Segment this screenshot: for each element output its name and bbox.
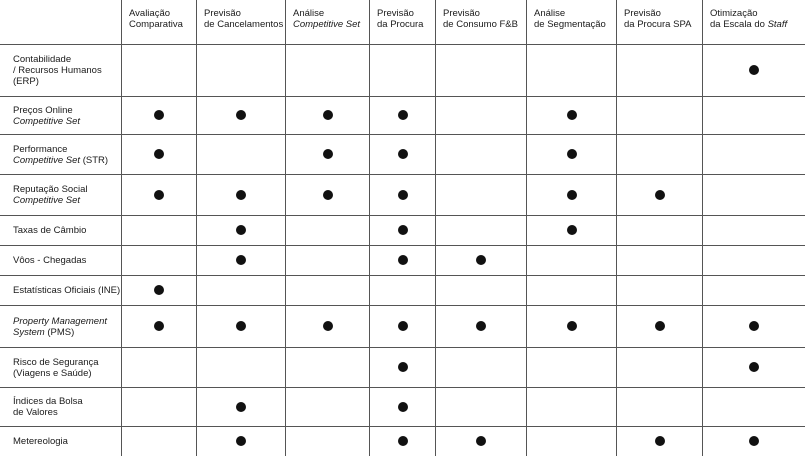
bullet-icon (154, 321, 164, 331)
bullet-icon (398, 402, 408, 412)
matrix-cell (370, 388, 436, 427)
bullet-icon (236, 190, 246, 200)
bullet-icon (398, 190, 408, 200)
matrix-cell (436, 348, 527, 388)
matrix-cell (370, 246, 436, 276)
column-header (617, 1, 703, 45)
bullet-icon (567, 110, 577, 120)
row-label-line: Competitive Set (STR) (13, 155, 121, 166)
matrix-cell (370, 276, 436, 306)
table-row (1, 427, 805, 457)
matrix-cell (286, 246, 370, 276)
bullet-icon (323, 190, 333, 200)
row-label-suffix: (PMS) (45, 327, 75, 338)
row-label (1, 97, 122, 135)
column-header-line: Otimização (710, 8, 805, 19)
row-label (1, 348, 122, 388)
table-row (1, 246, 805, 276)
table-row (1, 135, 805, 175)
matrix-cell (370, 348, 436, 388)
table-row (1, 216, 805, 246)
bullet-icon (476, 321, 486, 331)
matrix-cell (122, 135, 197, 175)
matrix-cell (370, 306, 436, 348)
bullet-icon (749, 321, 759, 331)
matrix-cell (617, 175, 703, 216)
matrix-cell (527, 216, 617, 246)
bullet-icon (154, 190, 164, 200)
row-label-line: (Viagens e Saúde) (13, 368, 121, 379)
row-label (1, 246, 122, 276)
column-header-line: Análise (293, 8, 369, 19)
matrix-cell (122, 427, 197, 457)
matrix-cell (527, 45, 617, 97)
row-label-line: Estatísticas Oficiais (INE) (13, 285, 121, 296)
row-label (1, 388, 122, 427)
column-header-line: da Escala do Staff (710, 19, 805, 30)
table-row (1, 348, 805, 388)
row-label-line: Property Management (13, 316, 121, 327)
matrix-cell (122, 246, 197, 276)
row-label (1, 306, 122, 348)
matrix-cell (436, 135, 527, 175)
matrix-cell (617, 246, 703, 276)
matrix-cell (703, 306, 805, 348)
bullet-icon (476, 255, 486, 265)
matrix-cell (122, 97, 197, 135)
matrix-cell (122, 388, 197, 427)
column-header-line: Competitive Set (293, 19, 369, 30)
matrix-cell (286, 306, 370, 348)
row-label-line: System (PMS) (13, 327, 121, 338)
matrix-cell (286, 216, 370, 246)
matrix-cell (370, 175, 436, 216)
row-label-line: (ERP) (13, 76, 121, 87)
column-header-line: de Consumo F&B (443, 19, 526, 30)
row-label-line: Reputação Social (13, 184, 121, 195)
matrix-cell (197, 175, 286, 216)
row-label-suffix: (STR) (80, 155, 108, 166)
corner-cell (1, 1, 122, 45)
bullet-icon (398, 225, 408, 235)
column-header (436, 1, 527, 45)
matrix-cell (286, 135, 370, 175)
matrix-cell (286, 348, 370, 388)
matrix-cell (703, 45, 805, 97)
matrix-cell (197, 216, 286, 246)
column-header-line: da Procura (377, 19, 435, 30)
row-label (1, 45, 122, 97)
matrix-cell (436, 276, 527, 306)
matrix-cell (617, 348, 703, 388)
matrix-cell (122, 348, 197, 388)
matrix-cell (197, 45, 286, 97)
matrix-cell (436, 97, 527, 135)
column-header-line: Análise (534, 8, 616, 19)
bullet-icon (236, 225, 246, 235)
row-label-line: Taxas de Câmbio (13, 225, 121, 236)
matrix-cell (617, 97, 703, 135)
bullet-icon (398, 255, 408, 265)
table-row (1, 276, 805, 306)
matrix-cell (703, 97, 805, 135)
matrix-cell (436, 216, 527, 246)
bullet-icon (236, 255, 246, 265)
row-label-line: Preços Online (13, 105, 121, 116)
matrix-cell (703, 276, 805, 306)
matrix-cell (370, 97, 436, 135)
row-label-line: Contabilidade (13, 54, 121, 65)
column-header-line: da Procura SPA (624, 19, 702, 30)
matrix-cell (197, 388, 286, 427)
row-label (1, 175, 122, 216)
matrix-cell (617, 45, 703, 97)
column-header-line: de Segmentação (534, 19, 616, 30)
matrix-cell (436, 306, 527, 348)
row-label-line: Metereologia (13, 436, 121, 447)
bullet-icon (154, 110, 164, 120)
column-header (286, 1, 370, 45)
matrix-cell (370, 427, 436, 457)
row-label (1, 216, 122, 246)
bullet-icon (567, 149, 577, 159)
matrix-cell (703, 388, 805, 427)
bullet-icon (398, 149, 408, 159)
bullet-icon (398, 362, 408, 372)
row-label-line: Performance (13, 144, 121, 155)
matrix-cell (286, 427, 370, 457)
column-header (370, 1, 436, 45)
bullet-icon (154, 149, 164, 159)
matrix-cell (370, 45, 436, 97)
matrix-cell (703, 175, 805, 216)
matrix-cell (527, 175, 617, 216)
bullet-icon (398, 321, 408, 331)
column-header-line: de Cancelamentos (204, 19, 285, 30)
bullet-icon (398, 436, 408, 446)
column-header-line: Avaliação (129, 8, 196, 19)
column-header-line: Previsão (443, 8, 526, 19)
row-label-line: Índices da Bolsa (13, 396, 121, 407)
bullet-icon (236, 110, 246, 120)
matrix-cell (436, 246, 527, 276)
matrix-cell (527, 388, 617, 427)
matrix-cell (286, 276, 370, 306)
column-header-line: Comparativa (129, 19, 196, 30)
column-header-emphasis: Staff (768, 19, 788, 30)
matrix-cell (703, 246, 805, 276)
matrix-cell (286, 97, 370, 135)
matrix-cell (122, 45, 197, 97)
column-header (527, 1, 617, 45)
row-label-line: Competitive Set (13, 116, 121, 127)
bullet-icon (567, 190, 577, 200)
matrix-cell (617, 388, 703, 427)
row-label-line: de Valores (13, 407, 121, 418)
table-row (1, 306, 805, 348)
bullet-icon (567, 321, 577, 331)
bullet-icon (323, 110, 333, 120)
bullet-icon (323, 321, 333, 331)
matrix-cell (436, 175, 527, 216)
bullet-icon (749, 436, 759, 446)
bullet-icon (154, 285, 164, 295)
bullet-icon (236, 321, 246, 331)
matrix-cell (370, 135, 436, 175)
matrix-cell (197, 306, 286, 348)
bullet-icon (655, 190, 665, 200)
table-row (1, 175, 805, 216)
matrix-cell (527, 427, 617, 457)
matrix-cell (527, 246, 617, 276)
matrix-cell (703, 135, 805, 175)
row-label-line: Competitive Set (13, 195, 121, 206)
matrix-cell (703, 427, 805, 457)
bullet-icon (323, 149, 333, 159)
matrix-cell (703, 348, 805, 388)
row-label-line: / Recursos Humanos (13, 65, 121, 76)
bullet-icon (749, 362, 759, 372)
row-label (1, 427, 122, 457)
matrix-cell (122, 216, 197, 246)
bullet-icon (398, 110, 408, 120)
matrix-cell (436, 427, 527, 457)
matrix-cell (197, 97, 286, 135)
matrix-cell (197, 276, 286, 306)
matrix-cell (527, 276, 617, 306)
matrix-cell (617, 216, 703, 246)
matrix-cell (370, 216, 436, 246)
matrix-cell (122, 276, 197, 306)
matrix-cell (286, 388, 370, 427)
matrix-cell (617, 135, 703, 175)
bullet-icon (655, 321, 665, 331)
matrix-cell (617, 276, 703, 306)
column-header (703, 1, 805, 45)
column-header (122, 1, 197, 45)
matrix-cell (527, 306, 617, 348)
bullet-icon (567, 225, 577, 235)
column-header-line: Previsão (624, 8, 702, 19)
matrix-cell (617, 427, 703, 457)
row-label (1, 135, 122, 175)
row-label-line: Risco de Segurança (13, 357, 121, 368)
row-label-line: Vôos - Chegadas (13, 255, 121, 266)
matrix-cell (286, 45, 370, 97)
bullet-icon (476, 436, 486, 446)
bullet-icon (236, 402, 246, 412)
matrix-cell (197, 348, 286, 388)
bullet-icon (236, 436, 246, 446)
table-row (1, 45, 805, 97)
matrix-cell (527, 348, 617, 388)
table-row (1, 97, 805, 135)
column-header-line: Previsão (377, 8, 435, 19)
matrix-cell (527, 97, 617, 135)
header-row (1, 1, 805, 45)
matrix-cell (703, 216, 805, 246)
matrix-cell (197, 246, 286, 276)
table-row (1, 388, 805, 427)
column-header-line: Previsão (204, 8, 285, 19)
matrix-cell (527, 135, 617, 175)
bullet-icon (749, 65, 759, 75)
row-label (1, 276, 122, 306)
matrix-cell (197, 427, 286, 457)
column-header (197, 1, 286, 45)
matrix-cell (436, 45, 527, 97)
matrix-cell (122, 306, 197, 348)
matrix-cell (197, 135, 286, 175)
matrix-cell (286, 175, 370, 216)
matrix-cell (436, 388, 527, 427)
bullet-icon (655, 436, 665, 446)
matrix-cell (617, 306, 703, 348)
matrix-cell (122, 175, 197, 216)
